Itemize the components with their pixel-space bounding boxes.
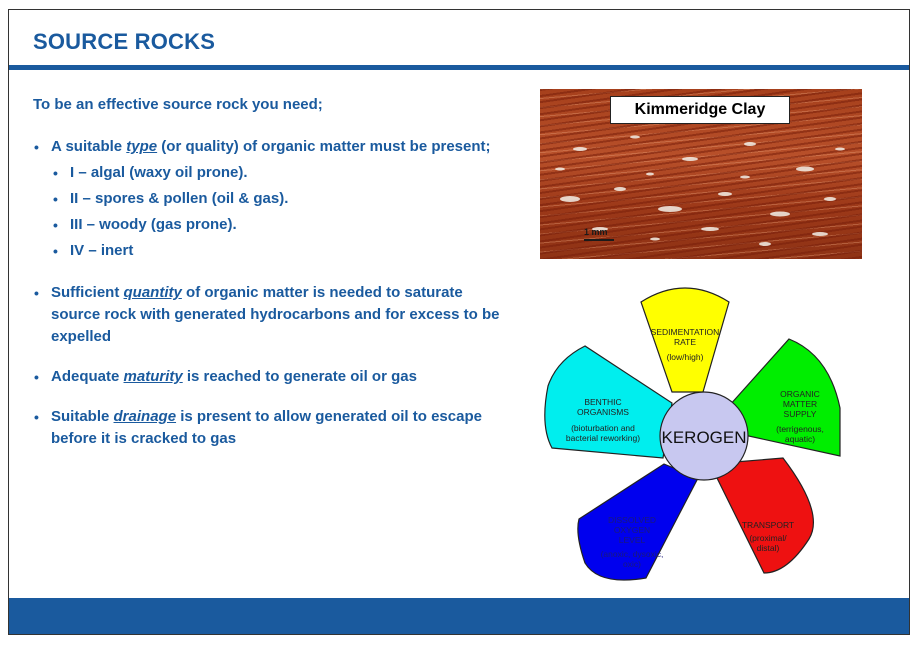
bullet-type-post: (or quality) of organic matter must be present;: [157, 138, 491, 155]
bullet-quantity-em: quantity: [123, 284, 182, 301]
bullet-maturity-post: is reached to generate oil or gas: [182, 368, 417, 385]
bullet-dot: •: [34, 139, 39, 155]
petal-organic-line3: SUPPLY: [783, 409, 817, 419]
bullet-dot: •: [34, 369, 39, 385]
petal-oxygen-line1: DISSOLVED: [607, 515, 657, 525]
petal-benthic-line2: ORGANISMS: [577, 407, 629, 417]
bullet-quantity: [33, 282, 503, 348]
bullet-type-pre: A suitable: [51, 138, 127, 155]
bullet-dot: •: [53, 165, 58, 181]
petal-organic-detail2: aquatic): [784, 434, 816, 444]
petal-transport: [717, 458, 813, 573]
rock-label: Kimmeridge Clay: [610, 96, 790, 124]
spacer: [33, 348, 503, 366]
bullet-drainage-post: is present to allow generated oil to escape before it is cracked to gas: [51, 408, 482, 447]
bullet-dot: •: [53, 243, 58, 259]
title-rule: [9, 65, 909, 70]
bullet-drainage-em: drainage: [113, 408, 177, 425]
intro-text: To be an effective source rock you need;: [33, 96, 323, 113]
petal-oxygen-line2: OXYGEN: [613, 525, 651, 535]
petal-organic-line2: MATTER: [782, 399, 818, 409]
bullet-content: [33, 94, 503, 450]
kimmeridge-clay-photo: [540, 89, 862, 259]
slide: [8, 9, 910, 635]
petal-organic-line1: ORGANIC: [780, 389, 820, 399]
sub-bullet-2: [33, 188, 503, 210]
sub-bullet-3: [33, 214, 503, 236]
petal-transport-detail2: distal): [756, 543, 780, 553]
bullet-drainage: [33, 406, 503, 450]
scale-bar: [584, 239, 614, 241]
bullet-type: [33, 136, 503, 158]
footer-bar: [9, 598, 909, 634]
sub-bullet-text: I – algal (waxy oil prone).: [70, 164, 248, 181]
sub-bullet-text: III – woody (gas prone).: [70, 216, 237, 233]
petal-transport-line1: TRANSPORT: [741, 520, 795, 530]
sub-bullet-1: [33, 162, 503, 184]
petal-benthic-detail1: (bioturbation and: [571, 423, 635, 433]
slide-title: SOURCE ROCKS: [33, 29, 216, 54]
bullet-maturity-pre: Adequate: [51, 368, 124, 385]
petal-transport-detail1: (proximal/: [749, 533, 787, 543]
bullet-maturity-em: maturity: [123, 368, 183, 385]
scale-label: 1 mm: [584, 227, 608, 237]
spacer: [33, 262, 503, 282]
bullet-maturity: [33, 366, 503, 388]
bullet-dot: •: [53, 217, 58, 233]
petal-oxygen-detail2: oxic): [623, 559, 641, 569]
petal-sedimentation-detail: (low/high): [666, 352, 704, 362]
petal-organic-detail1: (terrigenous,: [776, 424, 824, 434]
sub-bullet-text: II – spores & pollen (oil & gas).: [70, 190, 289, 207]
bullet-quantity-pre: Sufficient: [51, 284, 124, 301]
petal-benthic-line1: BENTHIC: [584, 397, 622, 407]
kerogen-label: KEROGEN: [661, 428, 747, 447]
bullet-quantity-post: of organic matter is needed to saturate source rock with generated hydrocarbons and for excess to be expelled: [51, 284, 500, 345]
kerogen-diagram: [539, 278, 879, 600]
spacer: [33, 388, 503, 406]
bullet-type-em: type: [126, 138, 158, 155]
sub-bullet-text: IV – inert: [70, 242, 134, 259]
petal-sedimentation-line1: SEDIMENTATION: [650, 327, 720, 337]
petal-oxygen-detail1: (anoxic, dysoxic,: [600, 549, 664, 559]
bullet-dot: •: [34, 409, 39, 425]
sub-bullet-4: [33, 240, 503, 262]
bullet-dot: •: [53, 191, 58, 207]
bullet-drainage-pre: Suitable: [51, 408, 114, 425]
petal-benthic-detail2: bacterial reworking): [565, 433, 641, 443]
petal-sedimentation-line2: RATE: [673, 337, 697, 347]
bullet-dot: •: [34, 285, 39, 301]
petal-oxygen-line3: LEVEL: [618, 535, 646, 545]
